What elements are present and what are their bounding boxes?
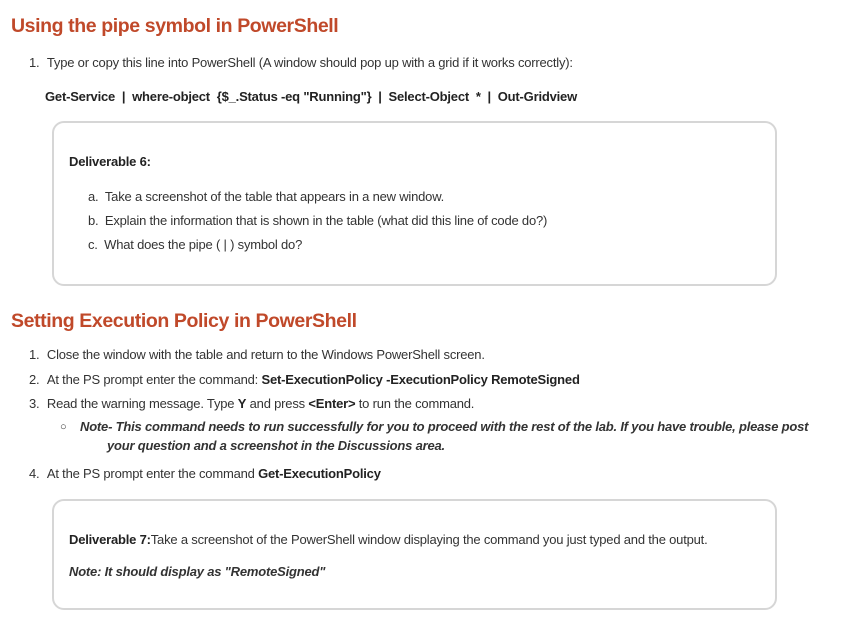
deliverable-6-item-b (88, 213, 547, 228)
step-1 (29, 55, 573, 70)
step-2-2 (29, 372, 580, 387)
section-title-pipe: Using the pipe symbol in PowerShell (11, 15, 339, 37)
step-2-4 (29, 466, 381, 481)
note-line-1: Note- This command needs to run successfully for you to proceed with the rest of the lab. If you have trouble, please post (80, 419, 809, 434)
deliverable-7-title: Deliverable 7: (69, 532, 151, 547)
deliverable-7-note: Note: It should display as "RemoteSigned" (69, 564, 326, 579)
step-number: 1. (29, 55, 40, 70)
item-letter: c. (88, 237, 98, 252)
step-number: 3. (29, 396, 40, 411)
item-text: What does the pipe ( | ) symbol do? (104, 237, 303, 252)
step-number: 4. (29, 466, 40, 481)
step-text: and press (246, 396, 309, 411)
step-text: Read the warning message. Type (46, 396, 238, 411)
step-text: to run the command. (355, 396, 475, 411)
deliverable-7-line (69, 532, 708, 547)
step-2-1 (29, 347, 485, 362)
section-title-execution-policy: Setting Execution Policy in PowerShell (11, 310, 357, 332)
deliverable-6-title: Deliverable 6: (69, 154, 151, 169)
step-text: At the PS prompt enter the command: (46, 372, 262, 387)
pipe-command: Get-Service | where-object {$_.Status -eq "Running"} | Select-Object * | Out-Gridview (45, 89, 577, 104)
note-line-2: your question and a screenshot in the Discussions area. (107, 438, 445, 453)
item-text: Explain the information that is shown in the table (what did this line of code do?) (104, 213, 548, 228)
deliverable-7-box (52, 499, 777, 610)
set-policy-command: Set-ExecutionPolicy -ExecutionPolicy RemoteSigned (261, 372, 580, 387)
key-enter: <Enter> (308, 396, 356, 411)
deliverable-6-box (52, 121, 777, 286)
get-policy-command: Get-ExecutionPolicy (258, 466, 381, 481)
item-letter: b. (88, 213, 99, 228)
deliverable-7-text: Take a screenshot of the PowerShell window displaying the command you just typed and the output. (150, 532, 708, 547)
step-text: Close the window with the table and return to the Windows PowerShell screen. (46, 347, 485, 362)
deliverable-6-item-c (88, 237, 302, 252)
step-number: 1. (29, 347, 40, 362)
deliverable-6-item-a (88, 189, 444, 204)
bullet-icon: ○ (60, 421, 67, 433)
step-text: Type or copy this line into PowerShell (A window should pop up with a grid if it works correctly): (46, 55, 573, 70)
item-letter: a. (88, 189, 99, 204)
step-number: 2. (29, 372, 40, 387)
step-text: At the PS prompt enter the command (46, 466, 259, 481)
key-y: Y (237, 396, 247, 411)
step-2-3 (29, 396, 474, 411)
item-text: Take a screenshot of the table that appears in a new window. (104, 189, 445, 204)
